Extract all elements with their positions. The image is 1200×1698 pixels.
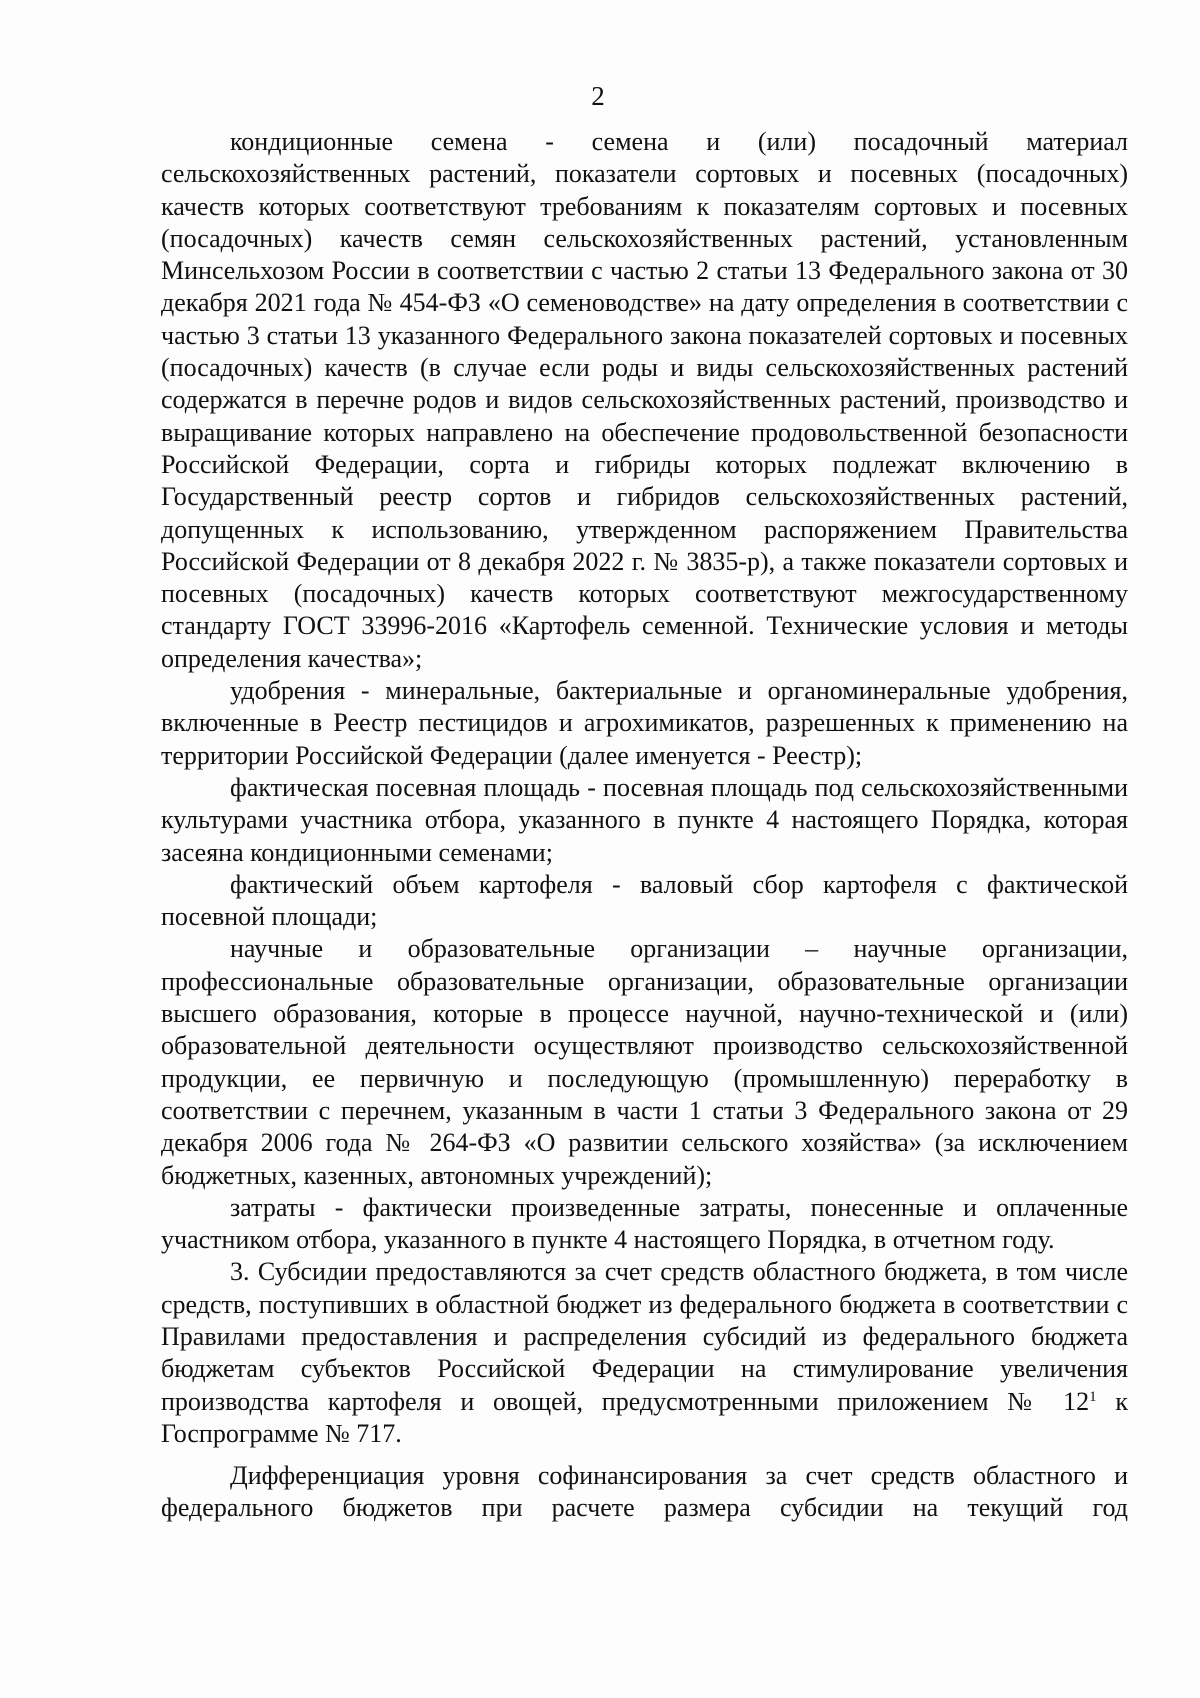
- definition-costs: затраты - фактически произведенные затраты, понесенные и оплаченные участником отбора, указанного в пункте 4 настоящего Порядка, в отчетном году.: [161, 1192, 1128, 1255]
- page-number: 2: [591, 81, 605, 111]
- document-body: [161, 126, 1128, 1525]
- footnote-superscript: 1: [1089, 1388, 1097, 1405]
- clause-3-subsidies: [161, 1256, 1128, 1450]
- definition-actual-potato-volume: фактический объем картофеля - валовый сбор картофеля с фактической посевной площади;: [161, 869, 1128, 932]
- differentiation-paragraph: Дифференциация уровня софинансирования за счет средств областного и федерального бюджетов при расчете размера субсидии на текущий год: [161, 1461, 1128, 1523]
- definition-actual-sown-area: фактическая посевная площадь - посевная площадь под сельскохозяйственными культурами участника отбора, указанного в пункте 4 настоящего Порядка, которая засеяна кондиционными семенами;: [161, 772, 1128, 867]
- clause-3-text: 3. Субсидии предоставляются за счет средств областного бюджета, в том числе средств, поступивших в областной бюджет из федерального бюджета в соответствии с Правилами предоставления и распределения субсидий из федерального бюджета бюджетам субъектов Российской Федерации на стимулирование увеличения производства картофеля и овощей, предусмотренными приложением № 12: [161, 1257, 1128, 1416]
- definition-scientific-educational-organizations: научные и образовательные организации – научные организации, профессиональные образовательные организации, образовательные организации высшего образования, которые в процессе научной, научно-технической и (или) образовательной деятельности осуществляют производство сельскохозяйственной продукции, ее первичную и последующую (промышленную) переработку в соответствии с перечнем, указанным в части 1 статьи 3 Федерального закона от 29 декабря 2006 года № 264-ФЗ «О развитии сельского хозяйства» (за исключением бюджетных, казенных, автономных учреждений);: [161, 934, 1128, 1190]
- clause-3-tail: к Госпрограмме № 717.: [161, 1386, 1128, 1448]
- definition-conditioned-seeds: кондиционные семена - семена и (или) посадочный материал сельскохозяйственных растений, показатели сортовых и посевных (посадочных) качеств которых соответствуют требованиям к показателям сортовых и посевных (посадочных) качеств семян сельскохозяйственных растений, установленным Минсельхозом России в соответствии с частью 2 статьи 13 Федерального закона от 30 декабря 2021 года № 454-ФЗ «О семеноводстве» на дату определения в соответствии с частью 3 статьи 13 указанного Федерального закона показателей сортовых и посевных (посадочных) качеств (в случае если роды и виды сельскохозяйственных растений содержатся в перечне родов и видов сельскохозяйственных растений, производство и выращивание которых направлено на обеспечение продовольственной безопасности Российской Федерации, сорта и гибриды которых подлежат включению в Государственный реестр сортов и гибридов сельскохозяйственных растений, допущенных к использованию, утвержденном распоряжением Правительства Российской Федерации от 8 декабря 2022 г. № 3835-р), а также показатели сортовых и посевных (посадочных) качеств которых соответствуют межгосударственному стандарту ГОСТ 33996-2016 «Картофель семенной. Технические условия и методы определения качества»;: [161, 127, 1128, 673]
- definition-fertilizers: удобрения - минеральные, бактериальные и органоминеральные удобрения, включенные в Реестр пестицидов и агрохимикатов, разрешенных к применению на территории Российской Федерации (далее именуется - Реестр);: [161, 676, 1128, 770]
